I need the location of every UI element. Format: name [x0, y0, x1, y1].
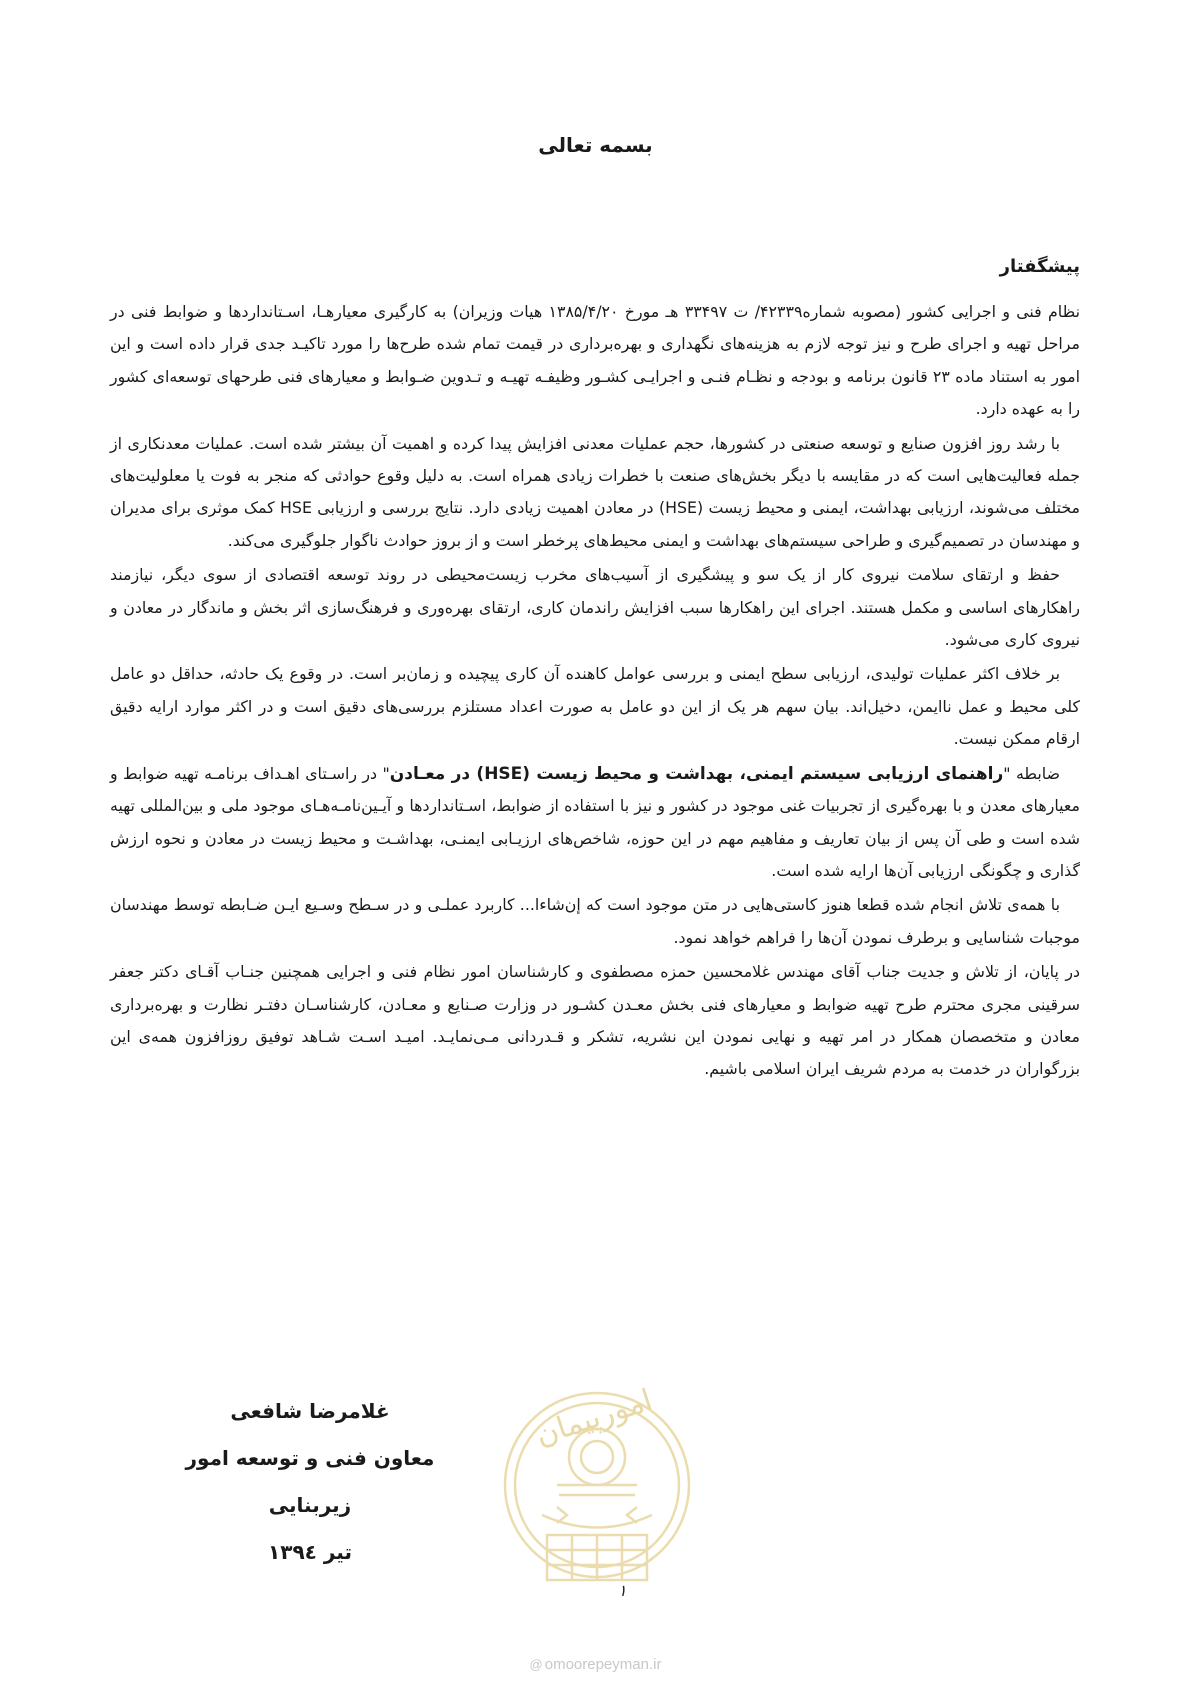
- paragraph-5-prefix: ضابطه ": [1003, 763, 1061, 783]
- signatory-name: غلامرضا شافعی: [230, 1399, 390, 1423]
- signature-date: تیر ۱۳۹٤: [268, 1540, 352, 1564]
- signatory-position: معاون فنی و توسعه امور زیربنایی: [185, 1446, 435, 1517]
- signature-block: [150, 1388, 470, 1576]
- guideline-title: راهنمای ارزیابی سیستم ایمنی، بهداشت و محیط زیست (HSE) در معـادن: [389, 763, 1004, 784]
- stamp-logo-text: امورپیمان: [531, 1382, 657, 1454]
- section-title: پیشگفتار: [999, 256, 1080, 277]
- website-text: omoorepeyman.ir: [544, 1656, 662, 1673]
- page-heading: بسمه تعالی: [538, 133, 653, 157]
- at-icon: @: [529, 1657, 543, 1672]
- page-number: ۱: [618, 1581, 627, 1600]
- paragraph-3: حفظ و ارتقای سلامت نیروی کار از یک سو و پیشگیری از آسیب‌های مخرب زیست‌محیطی در روند توسعه اقتصادی از سوی دیگر، نیازمند راهکارهای اساسی و مکمل هستند. اجرای این راهکارها سبب افزایش راندمان کاری، ارتقای بهره‌وری و فرهنگ‌سازی اثر بخش و ماندگار در معادن و نیروی کاری می‌شود.: [110, 565, 1080, 650]
- paragraph-7: در پایان، از تلاش و جدیت جناب آقای مهندس غلامحسین حمزه مصطفوی و کارشناسان امور نظام فنی و اجرایی همچنین جنـاب آقـای دکتر جعفر سرقینی مجری محترم طرح تهیه ضوابط و معیارهای فنی بخش معـدن کشـور در وزارت صـنایع و معـادن، کارشناسـان دفتـر نظارت و بهره‌برداری معادن و متخصصان همکار در امر تهیه و نهایی نمودن این نشریه، تشکر و قـدردانی مـی‌نمایـد. امیـد اسـت شـاهد توفیق روزافزون همه‌ی این بزرگواران در خدمت به مردم شریف ایران اسلامی باشیم.: [110, 962, 1080, 1079]
- paragraph-5-suffix: " در راسـتای اهـداف برنامـه تهیه ضوابط و معیارهای معدن و با بهره‌گیری از تجربیات غنی موجود در کشور و نیز با استفاده از ضوابط، اسـتانداردها و آیـین‌نامـه‌هـای موجود ملی و بین‌المللی تهیه شده است و طی آن پس از بیان تعاریف و مفاهیم مهم در این حوزه، شاخص‌های ارزیـابی ایمنـی، بهداشـت و محیط زیست در معادن و نحوه ارزش گذاری و چگونگی ارزیابی آن‌ها ارایه شده است.: [110, 763, 1080, 880]
- paragraph-4: بر خلاف اکثر عملیات تولیدی، ارزیابی سطح ایمنی و بررسی عوامل کاهنده آن کاری پیچیده و زمان‌بر است. در وقوع یک حادثه، حداقل دو عامل کلی محیط و عمل ناایمن، دخیل‌اند. بیان سهم هر یک از این دو عامل به صورت اعداد مستلزم بررسی‌های دقیق است و در اکثر موارد ارایه دقیق ارقام ممکن نیست.: [110, 664, 1080, 749]
- paragraph-1: نظام فنی و اجرایی کشور (مصوبه شماره۴۲۳۳۹/ ت ۳۳۴۹۷ هـ مورخ ۱۳۸۵/۴/۲۰ هیات وزیران) به کارگیری معیارهـا، اسـتانداردها و ضوابط فنی در مراحل تهیه و اجرای طرح و نیز توجه لازم به هزینه‌های نگهداری و بهره‌برداری در قیمت تمام شده طرح‌ها را مورد تاکیـد جدی قرار داده است و این امور به استناد ماده ۲۳ قانون برنامه و بودجه و نظـام فنـی و اجرایـی کشـور وظیفـه تهیـه و تـدوین ضـوابط و معیارهای فنی طرحهای توسعه‌ای کشور را به عهده دارد.: [110, 302, 1080, 419]
- watermark-website: [0, 1656, 1191, 1673]
- paragraph-5: [110, 758, 1080, 888]
- paragraph-6: با همه‌ی تلاش انجام شده قطعا هنوز کاستی‌هایی در متن موجود است که إن‌شاءا... کاربرد عملـی و در سـطح وسـیع ایـن ضـابطه توسط مهندسان موجبات شناسایی و برطرف نمودن آن‌ها را فراهم خواهد نمود.: [110, 895, 1080, 947]
- foreword-body: [110, 296, 1080, 1088]
- paragraph-2: با رشد روز افزون صنایع و توسعه صنعتی در کشورها، حجم عملیات معدنی افزایش پیدا کرده و اهمیت آن بیشتر شده است. عملیات معدنکاری از جمله فعالیت‌هایی است که در مقایسه با دیگر بخش‌های صنعت با خطرات زیادی همراه است. به دلیل وقوع حوادثی که منجر به فوت یا معلولیت‌های مختلف می‌شوند، ارزیابی بهداشت، ایمنی و محیط زیست (HSE) در معادن اهمیت زیادی دارد. نتایج بررسی و ارزیابی HSE کمک موثری برای مدیران و مهندسان در تصمیم‌گیری و طراحی سیستم‌های بهداشت و ایمنی محیط‌های پرخطر است و از بروز حوادث ناگوار جلوگیری می‌کند.: [110, 433, 1080, 550]
- watermark-stamp: [487, 1365, 707, 1620]
